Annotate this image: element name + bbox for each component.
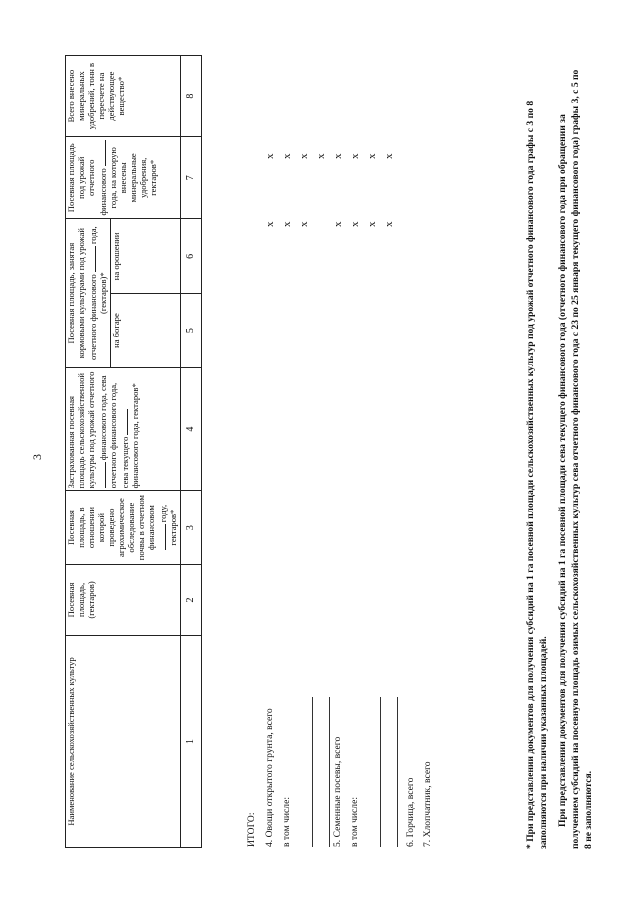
row-seed-crops-incl: [349, 47, 366, 847]
row-blank: [383, 47, 405, 847]
column-number-5: 5: [180, 294, 201, 368]
column-number-7: 7: [180, 137, 201, 219]
cross-mark: х: [383, 221, 395, 227]
row-blank: [366, 47, 383, 847]
row-total-label: ИТОГО:: [246, 812, 257, 847]
blank-line: [383, 697, 398, 847]
blank-line: [366, 697, 381, 847]
blank-line: [119, 409, 128, 435]
header-fertilized-pre: Посевная площадь под урожай отчетного финансового: [66, 143, 108, 216]
blank-line: [87, 246, 96, 272]
header-forage-irrigated: на орошении: [110, 219, 180, 294]
header-insured-line1: сева отчетного финансового года,: [97, 375, 118, 489]
cross-mark: х: [383, 153, 395, 159]
row-blank: [315, 47, 332, 847]
page-number: 3: [30, 454, 44, 460]
row-blank: [298, 47, 315, 847]
row-mustard-label: 6. Горчица, всего: [405, 777, 416, 847]
blank-line: [157, 524, 166, 550]
cross-mark: х: [281, 221, 293, 227]
header-forage-pre: Посевная площадь, занятая кормовыми культурами под урожай отчетного финансового: [66, 228, 98, 360]
cross-mark: х: [264, 153, 276, 159]
header-insured-line2: сева текущего: [119, 436, 130, 489]
cross-mark: х: [349, 221, 361, 227]
header-sown-area: Посевная площадь, (гектаров): [66, 564, 181, 635]
row-cotton: [422, 47, 439, 847]
row-total: [246, 47, 264, 847]
cross-mark: х: [298, 153, 310, 159]
column-number-8: 8: [180, 56, 201, 137]
header-crop-name: Наименование сельскохозяйственных культур: [66, 635, 181, 847]
column-number-3: 3: [180, 491, 201, 565]
column-number-6: 6: [180, 219, 201, 294]
cross-mark: х: [332, 221, 344, 227]
row-vegetables-label: 4. Овощи открытого грунта, всего: [264, 708, 275, 847]
row-seed-crops: [332, 47, 349, 847]
blank-line: [298, 697, 313, 847]
footnotes: [524, 69, 601, 849]
column-number-1: 1: [180, 635, 201, 847]
cross-mark: х: [366, 221, 378, 227]
header-agrochem-pre: Посевная площадь, в отношении которой проведено агрохимическое обследование почвы в отчетном финансовом: [66, 495, 156, 561]
footnote-1: * При представлении документов для получения субсидий на 1 га посевной площади сельскохозяйственных культур под урожай отчетного финансового года графы с 3 по 8 заполняются при наличии указанных площадей.: [525, 100, 549, 849]
row-vegetables: [264, 47, 281, 847]
row-seed-crops-label: 5. Семенные посевы, всего: [332, 736, 343, 847]
header-insured-pre: Застрахованная посевная площадь сельскохозяйственной культуры под урожай отчетного: [66, 371, 96, 489]
blank-line: [315, 697, 330, 847]
header-forage-rainfed: на богаре: [110, 294, 180, 368]
header-agrochem-area: [66, 491, 181, 565]
cross-mark: х: [264, 221, 276, 227]
header-forage-area: [66, 219, 111, 367]
header-agrochem-post: году, гектаров*: [157, 504, 178, 546]
cross-mark: х: [298, 221, 310, 227]
blank-line: [97, 462, 106, 488]
row-cotton-label: 7. Хлопчатник, всего: [422, 761, 433, 847]
header-forage-post: (гектаров)*: [97, 272, 108, 314]
header-fertilized-post: года, на которую внесены минеральные удобрения, гектаров*: [107, 147, 158, 209]
header-insured-post: финансового года, гектаров*: [129, 383, 140, 489]
column-number-2: 2: [180, 564, 201, 635]
cross-mark: х: [281, 153, 293, 159]
header-forage-mid: года,: [87, 226, 98, 244]
cross-mark: х: [349, 153, 361, 159]
crop-table: [65, 55, 202, 848]
header-fertilizer-total: Всего внесено минеральных удобрений, тонн в пересчете на действующее вещество*: [66, 56, 181, 137]
header-insured-area: [66, 367, 181, 490]
row-mustard: [405, 47, 422, 847]
crop-rows: [246, 47, 439, 847]
row-vegetables-incl-label: в том числе:: [281, 796, 292, 847]
column-number-4: 4: [180, 367, 201, 490]
footnote-2: При представлении документов для получения субсидий на 1 га посевной площади сева текущего финансового года (отчетного финансового года при обращении за получением субсидий на посевную площадь озимых сельскохозяйственных культур сева отчетного финансового года с 23 по 25 января текущего финансового года) графы 3, с 5 по 8 не заполняются.: [557, 69, 594, 849]
row-seed-crops-incl-label: в том числе:: [349, 796, 360, 847]
header-fertilized-area: [66, 137, 181, 219]
cross-mark: х: [315, 153, 327, 159]
cross-mark: х: [366, 153, 378, 159]
header-insured-mid: финансового года,: [97, 393, 108, 461]
blank-line: [97, 140, 106, 166]
row-vegetables-incl: [281, 47, 298, 847]
cross-mark: х: [332, 153, 344, 159]
